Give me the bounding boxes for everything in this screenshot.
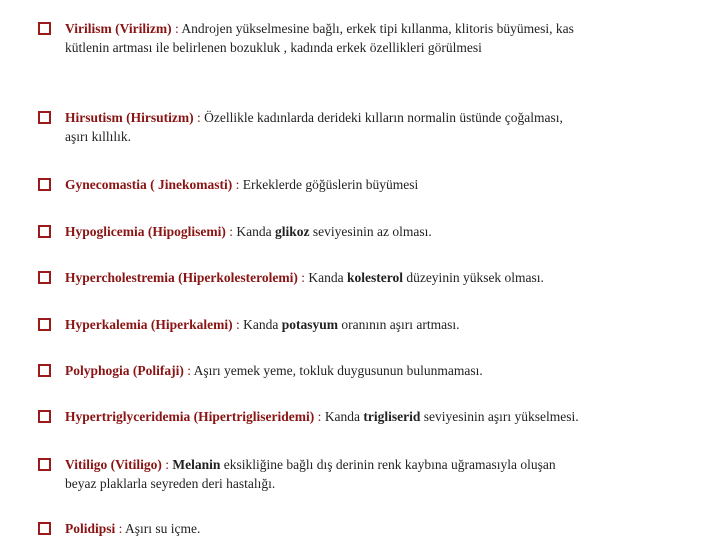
term-separator: : [297,270,309,285]
definition-keyword: kolesterol [346,270,403,285]
definition-keyword: Melanin [172,457,221,472]
checkbox-bullet-icon [38,364,51,377]
term-separator: : [314,409,325,424]
definition-continuation: aşırı kıllılık. [65,129,131,144]
term-separator: : [161,457,173,472]
definition: Erkeklerde göğüslerin büyümesi [242,177,419,192]
term: Polyphogia (Polifaji) [65,363,184,378]
definition-keyword: potasyum [281,317,338,332]
term-separator: : [115,521,126,536]
definition-suffix: eksikliğine bağlı dış derinin renk kaybına uğramasıyla oluşan [220,457,556,472]
definition: Aşırı su içme. [125,521,201,536]
term: Hypoglicemia (Hipoglisemi) [65,224,226,239]
checkbox-bullet-icon [38,178,51,191]
definition-keyword: trigliserid [363,409,421,424]
list-item [38,222,698,241]
term-separator: : [193,110,205,125]
term-separator: : [232,177,243,192]
list-item [38,268,698,287]
definition-prefix: Kanda [308,270,347,285]
definition-keyword: glikoz [275,224,310,239]
term: Hyperkalemia (Hiperkalemi) [65,317,233,332]
list-item [38,407,698,426]
term: Hypertriglyceridemia (Hipertrigliseridemi) [65,409,315,424]
definition-continuation: kütlenin artması ile belirlenen bozukluk , kadında erkek özellikleri görülmesi [65,40,482,55]
checkbox-bullet-icon [38,522,51,535]
list-item [38,519,698,538]
checkbox-bullet-icon [38,318,51,331]
definition-prefix: Kanda [236,224,275,239]
definition: Özellikle kadınlarda derideki kılların normalin üstünde çoğalması, [204,110,563,125]
term: Polidipsi [65,521,116,536]
list-item [38,315,698,334]
term: Virilism (Virilizm) [65,21,172,36]
definition-prefix: Kanda [243,317,282,332]
definition-prefix: Kanda [324,409,364,424]
checkbox-bullet-icon [38,271,51,284]
checkbox-bullet-icon [38,22,51,35]
definition-suffix: seviyesinin aşırı yükselmesi. [420,409,579,424]
list-item [38,175,698,194]
term: Hirsutism (Hirsutizm) [65,110,194,125]
checkbox-bullet-icon [38,225,51,238]
term-separator: : [171,21,182,36]
definition-continuation: beyaz plaklarla seyreden deri hastalığı. [65,476,276,491]
definition: Aşırı yemek yeme, tokluk duygusunun bulunmaması. [193,363,483,378]
definition: Androjen yükselmesine bağlı, erkek tipi kıllanma, klitoris büyümesi, kas [181,21,574,36]
list-item [38,19,698,57]
term-separator: : [232,317,244,332]
definition-suffix: seviyesinin az olması. [309,224,432,239]
list-item [38,455,698,493]
checkbox-bullet-icon [38,111,51,124]
list-item [38,108,698,146]
checkbox-bullet-icon [38,410,51,423]
term-separator: : [183,363,194,378]
term: Gynecomastia ( Jinekomasti) [65,177,233,192]
list-item [38,361,698,380]
definition-suffix: düzeyinin yüksek olması. [402,270,544,285]
definition-suffix: oranının aşırı artması. [338,317,460,332]
term-separator: : [225,224,237,239]
term: Vitiligo (Vitiligo) [65,457,162,472]
checkbox-bullet-icon [38,458,51,471]
term: Hypercholestremia (Hiperkolesterolemi) [65,270,298,285]
